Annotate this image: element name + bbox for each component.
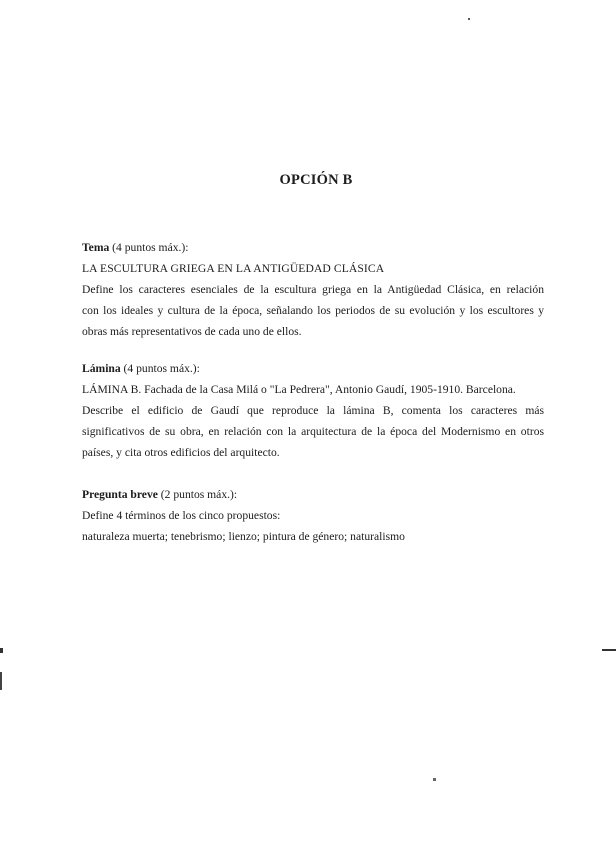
lamina-text-line-1: Describe el edificio de Gaudí que reproduce la lámina B, comenta los caracteres más: [82, 404, 544, 417]
section-lamina: [82, 358, 544, 463]
tema-text-line-2: con los ideales y cultura de la época, señalando los periodos de su evolución y los escultores y: [82, 304, 544, 317]
tema-text-line-1: Define los caracteres esenciales de la escultura griega en la Antigüedad Clásica, en relación: [82, 283, 544, 296]
tema-points: (4 puntos máx.):: [109, 241, 189, 254]
pregunta-points: (2 puntos máx.):: [157, 488, 238, 501]
pregunta-label: Pregunta breve: [82, 488, 158, 501]
section-pregunta: [82, 484, 544, 547]
tema-text-line-3: obras más representativos de cada uno de ellos.: [82, 325, 302, 338]
lamina-subject: LÁMINA B. Fachada de la Casa Milá o "La Pedrera", Antonio Gaudí, 1905-1910. Barcelona.: [82, 383, 516, 396]
scan-speck: [468, 18, 470, 20]
pregunta-heading: [82, 484, 544, 505]
scan-left-mark: [0, 672, 2, 690]
lamina-text-line-3: países, y cita otros edificios del arquitecto.: [82, 446, 280, 459]
lamina-heading: [82, 358, 544, 379]
pregunta-text-line-1: Define 4 términos de los cinco propuestos:: [82, 509, 281, 522]
scan-speck: [433, 778, 436, 781]
lamina-text-line-2: significativos de su obra, en relación con la arquitectura de la época del Modernismo en otros: [82, 425, 544, 438]
tema-subject: LA ESCULTURA GRIEGA EN LA ANTIGÜEDAD CLÁSICA: [82, 262, 385, 275]
section-tema: [82, 237, 544, 342]
lamina-label: Lámina: [82, 362, 121, 375]
pregunta-text-line-2: naturaleza muerta; tenebrismo; lienzo; pintura de género; naturalismo: [82, 530, 405, 543]
scan-edge-mark: [602, 649, 616, 651]
tema-label: Tema: [82, 241, 110, 254]
scan-left-mark: [0, 648, 3, 653]
page-title: OPCIÓN B: [279, 172, 353, 188]
tema-heading: [82, 237, 544, 258]
lamina-points: (4 puntos máx.):: [120, 362, 200, 375]
